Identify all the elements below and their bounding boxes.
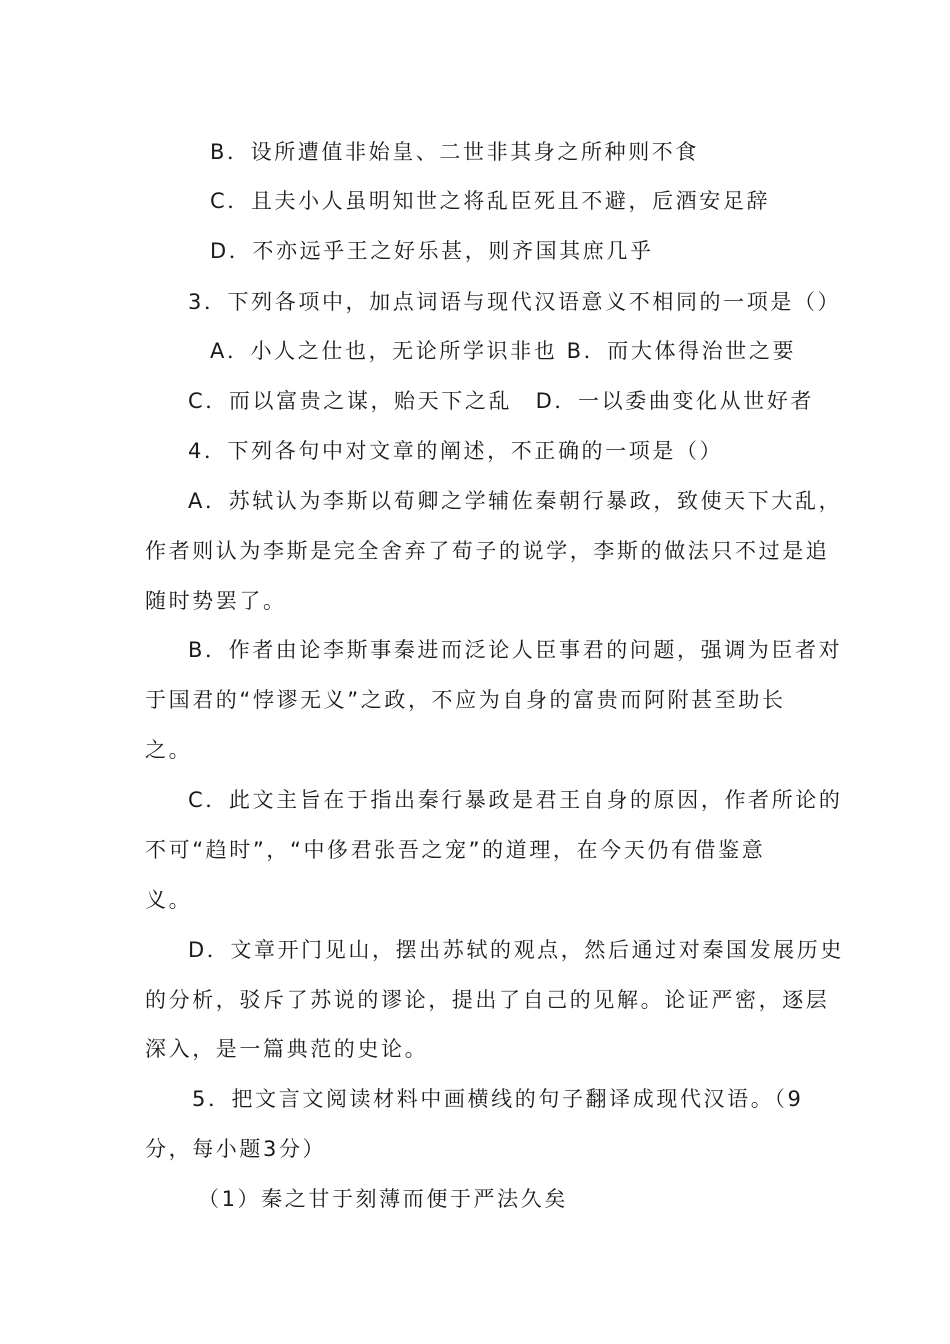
option-d-text: D．不亦远乎王之好乐甚，则齐国其庶几乎 [210, 239, 654, 263]
question-4-option-b: B．作者由论李斯事秦进而泛论人臣事君的问题，强调为臣者对 [188, 638, 843, 662]
question-4-option-b-cont: 之。 [145, 738, 193, 762]
question-4-option-b-cont: 于国君的“悖谬无义”之政，不应为自身的富贵而阿附甚至助长 [145, 688, 786, 712]
question-4-option-c-cont: 不可“趋时”，“中侈君张吾之宠”的道理，在今天仍有借鉴意 [145, 838, 766, 862]
question-5-stem-cont: 分，每小题3分） [145, 1137, 327, 1161]
question-4-option-d: D．文章开门见山，摆出苏轼的观点，然后通过对秦国发展历史 [188, 938, 844, 962]
question-4-stem: 4．下列各句中对文章的阐述，不正确的一项是（） [188, 439, 724, 463]
question-5-subitem-1: （1）秦之甘于刻薄而便于严法久矣 [198, 1187, 568, 1211]
question-4-option-c-cont: 义。 [145, 888, 193, 912]
question-4-option-a-cont: 随时势罢了。 [145, 589, 287, 613]
question-3-stem: 3．下列各项中，加点词语与现代汉语意义不相同的一项是（） [188, 290, 842, 314]
question-4-option-a: A．苏轼认为李斯以荀卿之学辅佐秦朝行暴政，致使天下大乱， [188, 489, 843, 513]
option-c-text: C．且夫小人虽明知世之将乱臣死且不避，卮酒安足辞 [210, 189, 771, 213]
question-4-option-c: C．此文主旨在于指出秦行暴政是君王自身的原因，作者所论的 [188, 788, 843, 812]
question-4-option-a-cont: 作者则认为李斯是完全舍弃了荀子的说学，李斯的做法只不过是追 [145, 539, 830, 563]
question-3-options-cd: C．而以富贵之谋，贻天下之乱 D．一以委曲变化从世好者 [188, 389, 815, 413]
question-4-option-d-cont: 深入，是一篇典范的史论。 [145, 1037, 429, 1061]
question-5-stem: 5．把文言文阅读材料中画横线的句子翻译成现代汉语。（9 [192, 1087, 804, 1111]
option-b-text: B．设所遭值非始皇、二世非其身之所种则不食 [210, 140, 700, 164]
question-4-option-d-cont: 的分析，驳斥了苏说的谬论，提出了自己的见解。论证严密，逐层 [145, 988, 830, 1012]
question-3-options-ab: A．小人之仕也，无论所学识非也 B．而大体得治世之要 [210, 339, 797, 363]
